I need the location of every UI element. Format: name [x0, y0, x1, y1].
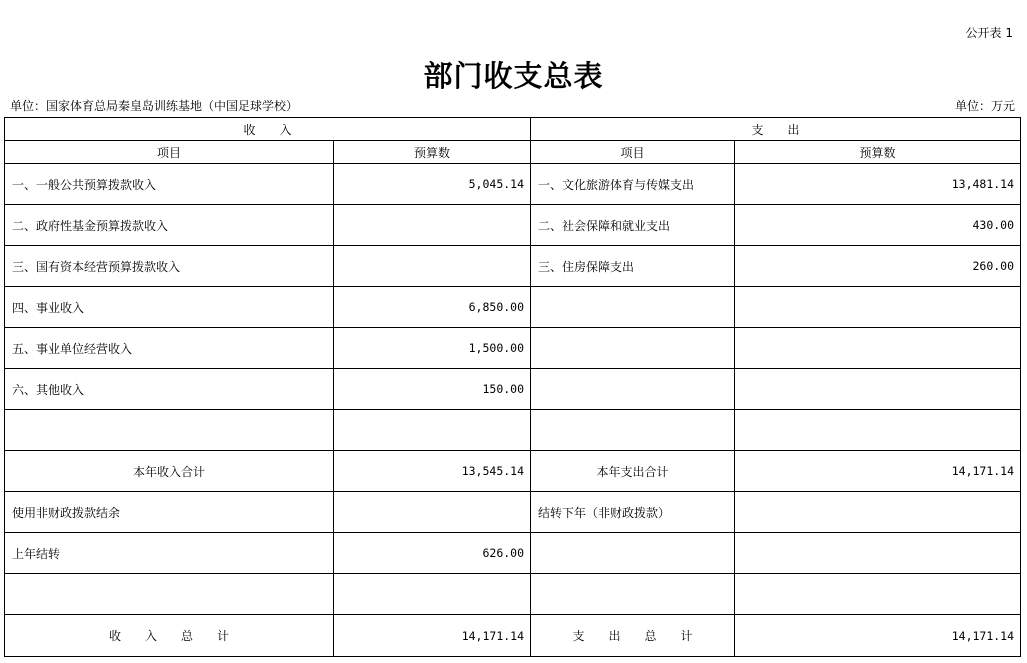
expense-carry-label [531, 533, 735, 574]
expense-item-header: 项目 [531, 141, 735, 164]
grand-total-row [5, 615, 1021, 657]
expense-item: 一、文化旅游体育与传媒支出 [531, 164, 735, 205]
income-balance-amount [334, 492, 531, 533]
budget-summary-table [4, 117, 1021, 657]
income-balance-label: 使用非财政拨款结余 [5, 492, 334, 533]
table-row [5, 328, 1021, 369]
income-amount: 6,850.00 [334, 287, 531, 328]
table-row [5, 246, 1021, 287]
table-row [5, 410, 1021, 451]
income-amount: 5,045.14 [334, 164, 531, 205]
income-item: 一、一般公共预算拨款收入 [5, 164, 334, 205]
income-subtotal-amount: 13,545.14 [334, 451, 531, 492]
income-item: 五、事业单位经营收入 [5, 328, 334, 369]
expense-subtotal-label: 本年支出合计 [531, 451, 735, 492]
expense-section-header: 支 出 [531, 118, 1021, 141]
income-item [5, 410, 334, 451]
table-row [5, 574, 1021, 615]
expense-balance-amount [735, 492, 1021, 533]
expense-amount: 13,481.14 [735, 164, 1021, 205]
table-number-tag: 公开表 1 [965, 26, 1013, 40]
balance-row [5, 492, 1021, 533]
income-amount: 1,500.00 [334, 328, 531, 369]
income-amount: 150.00 [334, 369, 531, 410]
blank-cell [735, 574, 1021, 615]
income-item: 二、政府性基金预算拨款收入 [5, 205, 334, 246]
carry-over-label: 上年结转 [5, 533, 334, 574]
expense-amount [735, 369, 1021, 410]
carry-over-row [5, 533, 1021, 574]
expense-budget-header: 预算数 [735, 141, 1021, 164]
expense-balance-label: 结转下年（非财政拨款） [531, 492, 735, 533]
expense-total-label: 支 出 总 计 [531, 615, 735, 657]
expense-item: 三、住房保障支出 [531, 246, 735, 287]
expense-item: 二、社会保障和就业支出 [531, 205, 735, 246]
income-item: 四、事业收入 [5, 287, 334, 328]
column-header-row [5, 141, 1021, 164]
income-amount [334, 205, 531, 246]
table-row [5, 287, 1021, 328]
expense-amount [735, 287, 1021, 328]
income-amount [334, 246, 531, 287]
subtotal-row [5, 451, 1021, 492]
income-total-label: 收 入 总 计 [5, 615, 334, 657]
blank-cell [334, 574, 531, 615]
table-row [5, 369, 1021, 410]
income-budget-header: 预算数 [334, 141, 531, 164]
page-title: 部门收支总表 [423, 59, 604, 93]
expense-item [531, 369, 735, 410]
expense-amount [735, 410, 1021, 451]
expense-item [531, 287, 735, 328]
income-total-amount: 14,171.14 [334, 615, 531, 657]
income-section-header: 收 入 [5, 118, 531, 141]
expense-carry-amount [735, 533, 1021, 574]
organization-unit: 单位：国家体育总局秦皇岛训练基地（中国足球学校） [10, 99, 299, 113]
income-subtotal-label: 本年收入合计 [5, 451, 334, 492]
table-row [5, 164, 1021, 205]
income-amount [334, 410, 531, 451]
expense-amount [735, 328, 1021, 369]
income-item: 三、国有资本经营预算拨款收入 [5, 246, 334, 287]
expense-item [531, 410, 735, 451]
currency-unit: 单位：万元 [954, 99, 1015, 113]
blank-cell [5, 574, 334, 615]
table-row [5, 205, 1021, 246]
expense-subtotal-amount: 14,171.14 [735, 451, 1021, 492]
expense-amount: 430.00 [735, 205, 1021, 246]
expense-amount: 260.00 [735, 246, 1021, 287]
income-item-header: 项目 [5, 141, 334, 164]
blank-cell [531, 574, 735, 615]
income-item: 六、其他收入 [5, 369, 334, 410]
carry-over-amount: 626.00 [334, 533, 531, 574]
expense-item [531, 328, 735, 369]
section-header-row [5, 118, 1021, 141]
expense-total-amount: 14,171.14 [735, 615, 1021, 657]
